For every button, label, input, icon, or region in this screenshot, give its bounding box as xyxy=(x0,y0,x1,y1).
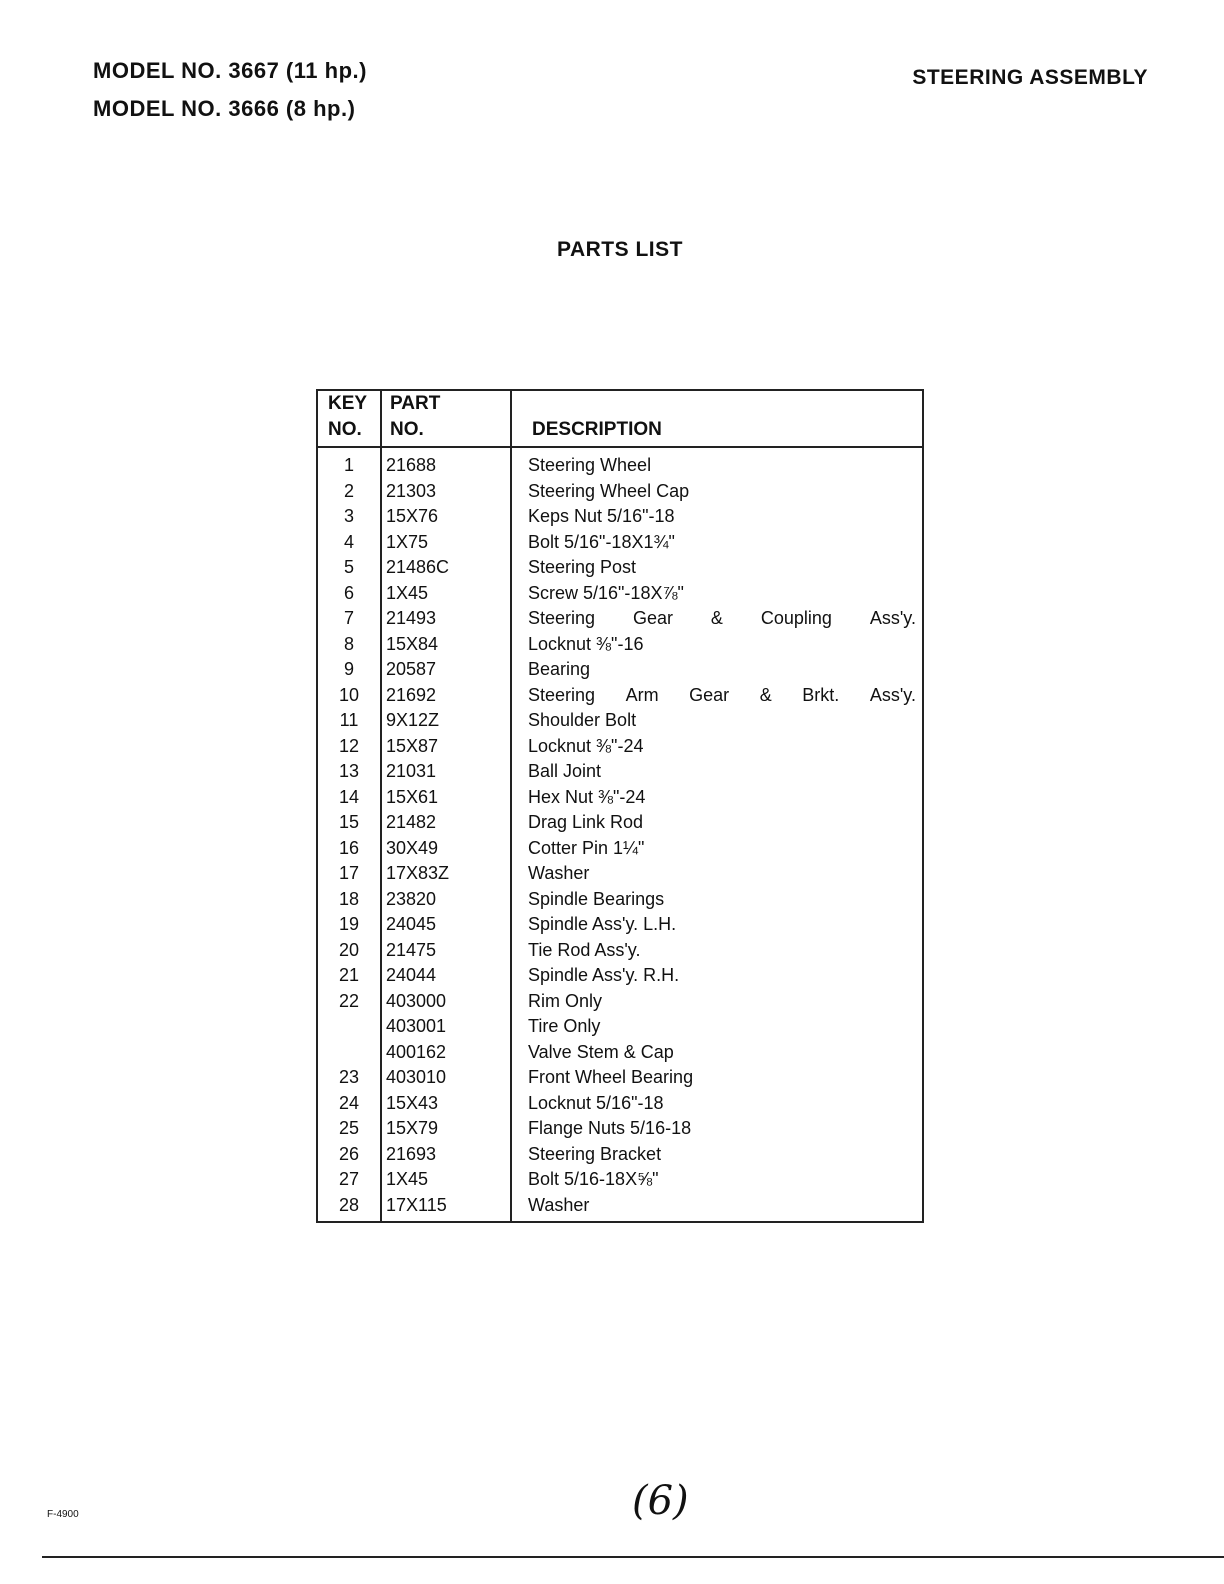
table-row xyxy=(318,606,922,632)
key-number-cell: 20 xyxy=(338,939,360,960)
part-number-cell: 30X49 xyxy=(386,837,439,858)
description-cell: Spindle Ass'y. L.H. xyxy=(528,914,677,934)
description-cell: Bolt 5/16"-18X1¾" xyxy=(528,531,675,552)
page-heading: PARTS LIST xyxy=(557,238,683,261)
key-number-cell: 25 xyxy=(338,1118,360,1138)
description-word: Gear xyxy=(632,608,673,628)
part-number-cell: 21486C xyxy=(386,557,450,577)
description-word: & xyxy=(759,684,772,705)
description-word: Gear xyxy=(689,684,730,705)
table-row xyxy=(318,1091,922,1117)
table-row xyxy=(318,581,922,607)
part-number-cell: 9X12Z xyxy=(386,710,440,730)
key-number-cell: 22 xyxy=(338,990,360,1011)
footer-rule xyxy=(42,1556,1224,1558)
table-row xyxy=(318,1142,922,1168)
column-header-key-line2: NO. xyxy=(328,419,362,440)
part-number-cell: 403000 xyxy=(386,990,447,1011)
part-number-cell: 24045 xyxy=(386,914,437,934)
key-number-cell: 7 xyxy=(343,608,354,628)
key-number-cell: 10 xyxy=(338,684,360,705)
description-word: Steering xyxy=(528,684,596,705)
key-number-cell: 4 xyxy=(343,531,354,552)
part-number-cell: 1X75 xyxy=(386,531,429,552)
column-header-part xyxy=(390,391,440,443)
key-number-cell: 2 xyxy=(343,480,354,501)
table-row xyxy=(318,785,922,811)
part-number-cell: 15X61 xyxy=(386,786,439,807)
part-number-cell: 21475 xyxy=(386,939,437,960)
part-number-cell: 1X45 xyxy=(386,582,429,603)
description-word: Arm xyxy=(625,684,659,705)
key-number-cell: 21 xyxy=(338,965,360,985)
description-cell: Flange Nuts 5/16-18 xyxy=(528,1118,692,1138)
key-number-cell: 17 xyxy=(338,863,360,883)
part-number-cell: 21303 xyxy=(386,480,437,501)
description-cell: Washer xyxy=(528,863,590,883)
part-number-cell: 21482 xyxy=(386,812,437,832)
description-word: Ass'y. xyxy=(869,684,916,705)
key-number-cell: 18 xyxy=(338,888,360,909)
key-number-cell: 12 xyxy=(338,735,360,756)
description-cell: Front Wheel Bearing xyxy=(528,1067,694,1087)
table-row xyxy=(318,1014,922,1040)
part-number-cell: 21031 xyxy=(386,761,437,781)
description-cell: Steering Wheel xyxy=(528,455,652,475)
key-number-cell: 15 xyxy=(338,812,360,832)
table-row xyxy=(318,683,922,709)
table-row xyxy=(318,989,922,1015)
table-row xyxy=(318,530,922,556)
table-row xyxy=(318,734,922,760)
model-number-line-1: MODEL NO. 3667 (11 hp.) xyxy=(93,58,367,83)
part-number-cell: 21693 xyxy=(386,1143,437,1164)
table-row xyxy=(318,810,922,836)
description-cell: Bearing xyxy=(528,659,591,679)
table-row xyxy=(318,555,922,581)
description-cell: Locknut 5/16"-18 xyxy=(528,1092,664,1113)
part-number-cell: 403010 xyxy=(386,1067,447,1087)
description-word: Steering xyxy=(528,608,596,628)
table-row xyxy=(318,632,922,658)
description-word: & xyxy=(710,608,723,628)
part-number-cell: 15X84 xyxy=(386,633,439,654)
key-number-cell: 16 xyxy=(338,837,360,858)
table-row xyxy=(318,759,922,785)
part-number-cell: 17X115 xyxy=(386,1194,447,1215)
description-cell: Screw 5/16"-18X⅞" xyxy=(528,582,684,603)
part-number-cell: 24044 xyxy=(386,965,437,985)
model-number-line-2: MODEL NO. 3666 (8 hp.) xyxy=(93,96,356,121)
form-code: F-4900 xyxy=(47,1509,79,1520)
key-number-cell: 13 xyxy=(338,761,360,781)
key-number-cell: 19 xyxy=(338,914,360,934)
table-row xyxy=(318,836,922,862)
key-number-cell: 11 xyxy=(339,710,359,730)
key-number-cell: 8 xyxy=(343,633,354,654)
key-number-cell: 26 xyxy=(338,1143,360,1164)
column-header-description: DESCRIPTION xyxy=(532,419,662,440)
table-row xyxy=(318,963,922,989)
description-cell: Spindle Ass'y. R.H. xyxy=(528,965,680,985)
description-cell: Bolt 5/16-18X⅝" xyxy=(528,1169,659,1189)
table-row xyxy=(318,479,922,505)
key-number-cell: 27 xyxy=(338,1169,360,1189)
part-number-cell: 21688 xyxy=(386,455,437,475)
table-row xyxy=(318,938,922,964)
description-cell: Tie Rod Ass'y. xyxy=(528,939,641,960)
part-number-cell: 20587 xyxy=(386,659,437,679)
part-number-cell: 1X45 xyxy=(386,1169,429,1189)
page-number-marker: (6) xyxy=(632,1478,689,1524)
part-number-cell: 17X83Z xyxy=(386,863,450,883)
table-row xyxy=(318,708,922,734)
table-body xyxy=(318,453,922,1218)
description-cell: Rim Only xyxy=(528,990,603,1011)
table-row xyxy=(318,504,922,530)
part-number-cell: 23820 xyxy=(386,888,437,909)
description-cell xyxy=(528,683,916,709)
key-number-cell: 6 xyxy=(343,582,354,603)
table-row xyxy=(318,1167,922,1193)
key-number-cell: 24 xyxy=(338,1092,360,1113)
description-cell: Ball Joint xyxy=(528,761,602,781)
description-cell: Steering Wheel Cap xyxy=(528,480,690,501)
key-number-cell: 14 xyxy=(338,786,360,807)
description-cell: Locknut ⅜"-16 xyxy=(528,633,644,654)
table-row xyxy=(318,1193,922,1219)
column-header-part-line2: NO. xyxy=(390,419,424,440)
description-cell: Washer xyxy=(528,1194,590,1215)
table-row xyxy=(318,453,922,479)
part-number-cell: 15X43 xyxy=(386,1092,439,1113)
part-number-cell: 21692 xyxy=(386,684,437,705)
table-row xyxy=(318,861,922,887)
description-cell: Tire Only xyxy=(528,1016,601,1036)
header-divider xyxy=(318,446,922,448)
column-header-key xyxy=(328,391,367,443)
table-row xyxy=(318,1040,922,1066)
key-number-cell: 5 xyxy=(343,557,354,577)
description-cell: Steering Bracket xyxy=(528,1143,662,1164)
key-number-cell: 1 xyxy=(343,455,354,475)
key-number-cell: 9 xyxy=(343,659,354,679)
description-cell: Steering Post xyxy=(528,557,637,577)
key-number-cell: 23 xyxy=(338,1067,360,1087)
description-word: Coupling xyxy=(760,608,832,628)
description-cell: Valve Stem & Cap xyxy=(528,1041,674,1062)
part-number-cell: 21493 xyxy=(386,608,437,628)
description-word: Ass'y. xyxy=(869,608,916,628)
part-number-cell: 403001 xyxy=(386,1016,447,1036)
table-row xyxy=(318,657,922,683)
description-cell: Locknut ⅜"-24 xyxy=(528,735,644,756)
table-row xyxy=(318,887,922,913)
description-cell: Spindle Bearings xyxy=(528,888,665,909)
description-cell: Shoulder Bolt xyxy=(528,710,637,730)
table-row xyxy=(318,912,922,938)
description-cell: Cotter Pin 1¼" xyxy=(528,837,645,858)
section-title: STEERING ASSEMBLY xyxy=(912,66,1148,89)
key-number-cell: 3 xyxy=(343,506,354,526)
description-cell: Hex Nut ⅜"-24 xyxy=(528,786,646,807)
part-number-cell: 400162 xyxy=(386,1041,447,1062)
column-header-key-line1: KEY xyxy=(328,393,368,414)
key-number-cell: 28 xyxy=(338,1194,360,1215)
table-row xyxy=(318,1065,922,1091)
description-cell xyxy=(528,606,916,632)
part-number-cell: 15X76 xyxy=(386,506,439,526)
description-cell: Keps Nut 5/16"-18 xyxy=(528,506,675,526)
description-cell: Drag Link Rod xyxy=(528,812,644,832)
part-number-cell: 15X79 xyxy=(386,1118,439,1138)
part-number-cell: 15X87 xyxy=(386,735,439,756)
column-header-part-line1: PART xyxy=(390,393,441,414)
parts-table xyxy=(316,389,924,1223)
table-row xyxy=(318,1116,922,1142)
description-word: Brkt. xyxy=(802,684,840,705)
